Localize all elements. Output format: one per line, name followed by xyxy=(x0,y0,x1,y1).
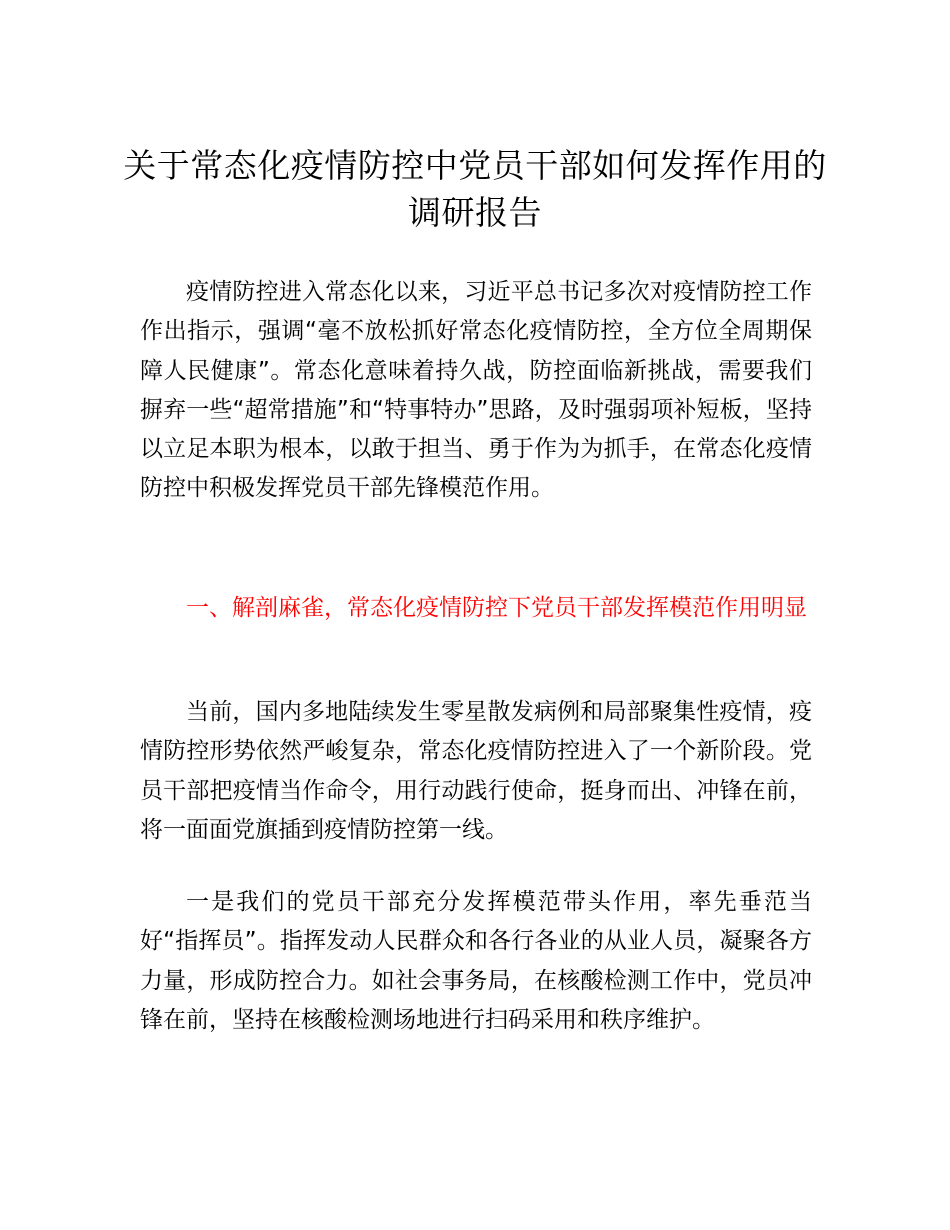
intro-paragraph: 疫情防控进入常态化以来，习近平总书记多次对疫情防控工作作出指示，强调“毫不放松抓好常态化疫情防控，全方位全周期保障人民健康”。常态化意味着持久战，防控面临新挑战，需要我们摒弃一些“超常措施”和“特事特办”思路，及时强弱项补短板，坚持以立足本职为根本，以敢于担当、勇于作为为抓手，在常态化疫情防控中积极发挥党员干部先锋模范作用。 xyxy=(140,279,812,502)
document-title: 关于常态化疫情防控中党员干部如何发挥作用的调研报告 xyxy=(123,146,827,232)
section-heading: 一、解剖麻雀，常态化疫情防控下党员干部发挥模范作用明显 xyxy=(186,595,807,621)
body-paragraph-situation: 当前，国内多地陆续发生零星散发病例和局部聚集性疫情，疫情防控形势依然严峻复杂，常态化疫情防控进入了一个新阶段。党员干部把疫情当作命令，用行动践行使命，挺身而出、冲锋在前，将一面面党旗插到疫情防控第一线。 xyxy=(140,699,812,843)
body-paragraph-point-one: 一是我们的党员干部充分发挥模范带头作用，率先垂范当好“指挥员”。指挥发动人民群众和各行各业的从业人员，凝聚各方力量，形成防控合力。如社会事务局，在核酸检测工作中，党员冲锋在前，坚持在核酸检测场地进行扫码采用和秩序维护。 xyxy=(140,889,812,1033)
